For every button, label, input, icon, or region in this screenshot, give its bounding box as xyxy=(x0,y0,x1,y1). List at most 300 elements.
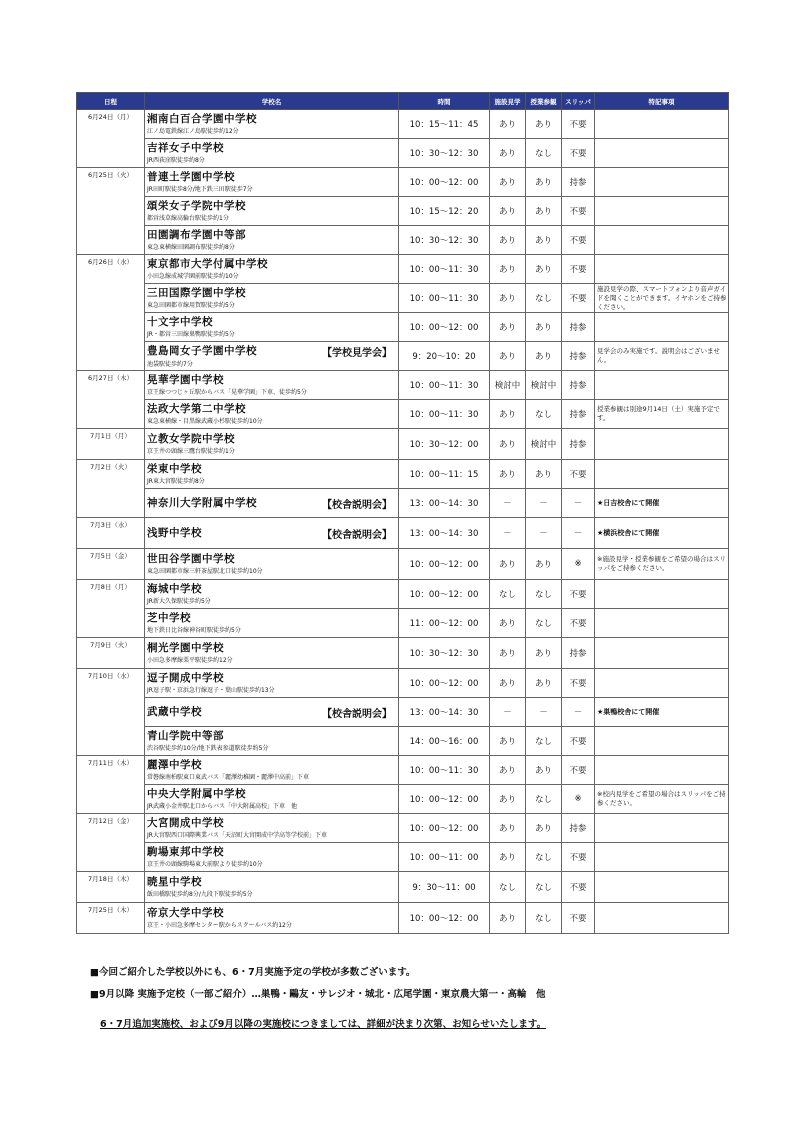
note-cell: ★日吉校舎にて開催 xyxy=(595,489,729,518)
note-cell xyxy=(595,110,729,139)
table-row xyxy=(77,518,729,549)
table-row xyxy=(77,460,729,489)
note-cell xyxy=(595,371,729,400)
school-name: 大宮開成中学校 xyxy=(147,816,224,829)
school-name: 三田国際学園中学校 xyxy=(147,286,246,299)
event-type-tag: 【校舎説明会】 xyxy=(322,529,392,541)
school-cell xyxy=(145,669,399,698)
school-name-row xyxy=(147,730,398,743)
school-name: 逗子開成中学校 xyxy=(147,671,224,684)
lesson-observation-cell: なし xyxy=(526,872,562,903)
time-cell: 10：00～12：00 xyxy=(399,580,490,609)
school-name-row xyxy=(147,876,398,889)
table-row xyxy=(77,698,729,727)
note-cell xyxy=(595,727,729,756)
facility-tour-cell: あり xyxy=(490,168,526,197)
time-cell: 10：15～11：45 xyxy=(399,110,490,139)
lesson-observation-cell: なし xyxy=(526,139,562,168)
date-cell: 7月5日（金） xyxy=(77,549,145,580)
lesson-observation-cell: あり xyxy=(526,638,562,669)
school-cell xyxy=(145,400,399,429)
school-name-row xyxy=(147,583,398,596)
school-name: 芝中学校 xyxy=(147,611,191,624)
school-name-row xyxy=(147,846,398,859)
school-cell xyxy=(145,785,399,814)
date-cell: 6月26日（水） xyxy=(77,255,145,371)
school-cell xyxy=(145,756,399,785)
facility-tour-cell: あり xyxy=(490,139,526,168)
slippers-cell: － xyxy=(562,489,595,518)
school-name: 十文字中学校 xyxy=(147,315,213,328)
school-name: 普連土学園中学校 xyxy=(147,170,235,183)
note-cell xyxy=(595,226,729,255)
school-name: 晃華学園中学校 xyxy=(147,373,224,386)
time-cell: 14：00～16：00 xyxy=(399,727,490,756)
school-cell xyxy=(145,698,399,727)
school-access: 京王井の頭線駒場東大前駅より徒歩約10分 xyxy=(147,860,263,868)
school-name-row xyxy=(147,433,398,446)
facility-tour-cell: あり xyxy=(490,785,526,814)
time-cell: 10：30～12：30 xyxy=(399,139,490,168)
lesson-observation-cell: － xyxy=(526,698,562,727)
slippers-cell: 不要 xyxy=(562,460,595,489)
schedule-sheet xyxy=(76,92,728,934)
facility-tour-cell: － xyxy=(490,698,526,727)
school-access: 東急田園都市線用賀駅徒歩約5分 xyxy=(147,301,235,309)
school-access: 小田急多摩線栗平駅徒歩約12分 xyxy=(147,656,233,664)
lesson-observation-cell: なし xyxy=(526,609,562,638)
time-cell: 10：00～12：00 xyxy=(399,549,490,580)
school-name: 栄東中学校 xyxy=(147,462,202,475)
lesson-observation-cell: なし xyxy=(526,843,562,872)
schedule-table xyxy=(76,92,729,934)
school-cell xyxy=(145,429,399,460)
time-cell: 13：00～14：30 xyxy=(399,518,490,549)
school-name-row xyxy=(147,403,398,416)
lesson-observation-cell: 検討中 xyxy=(526,371,562,400)
footer-line-2: ■9月以降 実施予定校（一部ご紹介）…巣鴨・鷗友・サレジオ・城北・広尾学園・東京農大第一・高輪 他 xyxy=(90,989,546,1000)
facility-tour-cell: あり xyxy=(490,110,526,139)
time-cell: 10：00～11：00 xyxy=(399,843,490,872)
slippers-cell: 不要 xyxy=(562,110,595,139)
table-header-row xyxy=(77,93,729,110)
lesson-observation-cell: あり xyxy=(526,197,562,226)
lesson-observation-cell: あり xyxy=(526,168,562,197)
school-name: 桐光学園中学校 xyxy=(147,641,224,654)
school-name: 東京都市大学付属中学校 xyxy=(147,257,268,270)
lesson-observation-cell: － xyxy=(526,489,562,518)
school-name: 暁星中学校 xyxy=(147,875,202,888)
table-row xyxy=(77,785,729,814)
facility-tour-cell: あり xyxy=(490,638,526,669)
note-cell xyxy=(595,197,729,226)
table-row xyxy=(77,110,729,139)
school-cell xyxy=(145,139,399,168)
note-cell: 施設見学の際、スマートフォンより音声ガイドを聞くことができます。イヤホンをご持参ください。 xyxy=(595,284,729,313)
school-name-row xyxy=(147,287,398,300)
slippers-cell: 持参 xyxy=(562,429,595,460)
school-name: 法政大学第二中学校 xyxy=(147,402,246,415)
school-name: 立教女学院中学校 xyxy=(147,432,235,445)
table-row xyxy=(77,756,729,785)
school-access: JR武蔵小金井駅北口からバス「中大附属高校」下車 他 xyxy=(147,802,297,810)
note-cell xyxy=(595,638,729,669)
school-cell xyxy=(145,226,399,255)
note-cell: 授業参観は別途9月14日（土）実施予定です。 xyxy=(595,400,729,429)
school-cell xyxy=(145,255,399,284)
slippers-cell: 不要 xyxy=(562,903,595,934)
school-name: 世田谷学園中学校 xyxy=(147,552,235,565)
slippers-cell: 持参 xyxy=(562,400,595,429)
school-name: 麗澤中学校 xyxy=(147,758,202,771)
slippers-cell: ※ xyxy=(562,785,595,814)
lesson-observation-cell: あり xyxy=(526,669,562,698)
date-cell: 7月18日（木） xyxy=(77,872,145,903)
time-cell: 10：00～11：30 xyxy=(399,756,490,785)
event-type-tag: 【校舎説明会】 xyxy=(322,708,392,720)
header-slippers: スリッパ xyxy=(562,93,595,110)
school-access: 池袋駅徒歩約7分 xyxy=(147,360,193,368)
school-access: 東急東横線・目黒線武蔵小杉駅徒歩約10分 xyxy=(147,417,263,425)
school-name-row xyxy=(147,200,398,213)
school-name-row xyxy=(147,672,398,685)
note-cell xyxy=(595,872,729,903)
time-cell: 10：15～12：20 xyxy=(399,197,490,226)
facility-tour-cell: あり xyxy=(490,429,526,460)
slippers-cell: 不要 xyxy=(562,727,595,756)
school-access: 京王・小田急多摩センター駅からスクールバス約12分 xyxy=(147,921,292,929)
school-name-row xyxy=(147,463,398,476)
school-cell xyxy=(145,110,399,139)
school-access: 小田急線成城学園前駅徒歩約10分 xyxy=(147,272,239,280)
school-cell xyxy=(145,371,399,400)
school-cell xyxy=(145,168,399,197)
facility-tour-cell: あり xyxy=(490,460,526,489)
school-access: 常磐線南柏駅東口東武バス「麗澤幼稚園・麗澤中高前」下車 xyxy=(147,773,310,781)
slippers-cell: 持参 xyxy=(562,814,595,843)
time-cell: 10：00～12：00 xyxy=(399,903,490,934)
school-cell xyxy=(145,814,399,843)
school-name-row xyxy=(147,705,398,720)
table-row xyxy=(77,139,729,168)
date-cell: 6月24日（月） xyxy=(77,110,145,168)
facility-tour-cell: あり xyxy=(490,669,526,698)
table-row xyxy=(77,284,729,313)
lesson-observation-cell: あり xyxy=(526,255,562,284)
school-cell xyxy=(145,197,399,226)
school-cell xyxy=(145,872,399,903)
time-cell: 10：00～11：30 xyxy=(399,255,490,284)
school-name-row xyxy=(147,553,398,566)
time-cell: 10：00～12：00 xyxy=(399,168,490,197)
slippers-cell: － xyxy=(562,698,595,727)
school-cell xyxy=(145,342,399,371)
school-access: 京王線つつじヶ丘駅からバス「晃華学園」下車、徒歩約5分 xyxy=(147,388,307,396)
table-row xyxy=(77,371,729,400)
slippers-cell: 不要 xyxy=(562,843,595,872)
note-cell: 見学会のみ実施です。説明会はございません。 xyxy=(595,342,729,371)
table-row xyxy=(77,549,729,580)
date-cell: 7月12日（金） xyxy=(77,814,145,872)
note-cell: ★巣鴨校舎にて開催 xyxy=(595,698,729,727)
slippers-cell: ※ xyxy=(562,549,595,580)
table-row xyxy=(77,429,729,460)
header-school: 学校名 xyxy=(145,93,399,110)
lesson-observation-cell: なし xyxy=(526,284,562,313)
facility-tour-cell: － xyxy=(490,489,526,518)
header-time: 時間 xyxy=(399,93,490,110)
slippers-cell: 不要 xyxy=(562,756,595,785)
school-access: 都営浅草線高輪台駅徒歩約1分 xyxy=(147,214,229,222)
school-access: 東急田園都市線三軒茶屋駅北口徒歩約10分 xyxy=(147,567,263,575)
school-name: 中央大学附属中学校 xyxy=(147,787,246,800)
note-cell xyxy=(595,313,729,342)
table-row xyxy=(77,872,729,903)
lesson-observation-cell: なし xyxy=(526,580,562,609)
lesson-observation-cell: あり xyxy=(526,342,562,371)
slippers-cell: 持参 xyxy=(562,168,595,197)
school-name-row xyxy=(147,526,398,541)
table-body xyxy=(77,110,729,934)
school-cell xyxy=(145,609,399,638)
lesson-observation-cell: なし xyxy=(526,727,562,756)
time-cell: 11：00～12：00 xyxy=(399,609,490,638)
table-row xyxy=(77,814,729,843)
slippers-cell: 持参 xyxy=(562,313,595,342)
school-cell xyxy=(145,518,399,549)
school-name: 帝京大学中学校 xyxy=(147,906,224,919)
lesson-observation-cell: あり xyxy=(526,110,562,139)
note-cell xyxy=(595,580,729,609)
school-access: JR・都営三田線巣鴨駅徒歩約5分 xyxy=(147,330,235,338)
school-name-row xyxy=(147,642,398,655)
slippers-cell: 不要 xyxy=(562,139,595,168)
school-cell xyxy=(145,549,399,580)
facility-tour-cell: なし xyxy=(490,580,526,609)
table-row xyxy=(77,255,729,284)
lesson-observation-cell: あり xyxy=(526,226,562,255)
school-name: 湘南白百合学園中学校 xyxy=(147,112,257,125)
note-cell: ※校内見学をご希望の場合はスリッパをご持参ください。 xyxy=(595,785,729,814)
note-cell xyxy=(595,460,729,489)
school-name-row xyxy=(147,612,398,625)
school-name-row xyxy=(147,113,398,126)
school-name-row xyxy=(147,374,398,387)
table-row xyxy=(77,197,729,226)
school-cell xyxy=(145,460,399,489)
header-date: 日程 xyxy=(77,93,145,110)
school-name-row xyxy=(147,344,398,359)
school-cell xyxy=(145,843,399,872)
school-name: 神奈川大学附属中学校 xyxy=(147,496,257,509)
slippers-cell: 不要 xyxy=(562,609,595,638)
lesson-observation-cell: あり xyxy=(526,460,562,489)
school-name-row xyxy=(147,759,398,772)
header-notes: 特記事項 xyxy=(595,93,729,110)
table-row xyxy=(77,727,729,756)
facility-tour-cell: あり xyxy=(490,727,526,756)
lesson-observation-cell: なし xyxy=(526,785,562,814)
facility-tour-cell: なし xyxy=(490,872,526,903)
date-cell: 7月8日（月） xyxy=(77,580,145,638)
slippers-cell: 不要 xyxy=(562,669,595,698)
facility-tour-cell: あり xyxy=(490,549,526,580)
school-name: 武蔵中学校 xyxy=(147,705,202,718)
facility-tour-cell: － xyxy=(490,518,526,549)
slippers-cell: 不要 xyxy=(562,226,595,255)
lesson-observation-cell: なし xyxy=(526,903,562,934)
table-row xyxy=(77,669,729,698)
note-cell: ★横浜校舎にて開催 xyxy=(595,518,729,549)
time-cell: 10：00～12：00 xyxy=(399,669,490,698)
school-name: 青山学院中等部 xyxy=(147,729,224,742)
date-cell: 7月25日（木） xyxy=(77,903,145,934)
facility-tour-cell: あり xyxy=(490,814,526,843)
time-cell: 9：20～10：20 xyxy=(399,342,490,371)
lesson-observation-cell: あり xyxy=(526,814,562,843)
table-row xyxy=(77,400,729,429)
school-cell xyxy=(145,903,399,934)
time-cell: 13：00～14：30 xyxy=(399,489,490,518)
school-access: 東急東横線田園調布駅徒歩約8分 xyxy=(147,243,235,251)
note-cell xyxy=(595,168,729,197)
school-access: JR西荻窪駅徒歩約8分 xyxy=(147,156,205,164)
footer-line-3: 6・7月追加実施校、および9月以降の実施校につきましては、詳細が決まり次第、お知らせいたします。 xyxy=(100,1019,547,1030)
lesson-observation-cell: 検討中 xyxy=(526,429,562,460)
footer-notes xyxy=(90,962,730,1006)
school-name: 豊島岡女子学園中学校 xyxy=(147,344,257,357)
time-cell: 10：00～12：00 xyxy=(399,785,490,814)
school-cell xyxy=(145,313,399,342)
note-cell: ※施設見学・授業参観をご希望の場合はスリッパをご持参ください。 xyxy=(595,549,729,580)
facility-tour-cell: あり xyxy=(490,226,526,255)
time-cell: 10：00～11：15 xyxy=(399,460,490,489)
date-cell: 7月10日（水） xyxy=(77,669,145,756)
note-cell xyxy=(595,903,729,934)
date-cell: 7月11日（木） xyxy=(77,756,145,814)
school-access: 京王井の頭線三鷹台駅徒歩約1分 xyxy=(147,447,235,455)
note-cell xyxy=(595,609,729,638)
facility-tour-cell: あり xyxy=(490,756,526,785)
slippers-cell: 不要 xyxy=(562,197,595,226)
school-cell xyxy=(145,580,399,609)
time-cell: 13：00～14：30 xyxy=(399,698,490,727)
time-cell: 10：00～12：00 xyxy=(399,814,490,843)
table-row xyxy=(77,313,729,342)
school-name: 田園調布学園中等部 xyxy=(147,228,246,241)
table-row xyxy=(77,342,729,371)
facility-tour-cell: あり xyxy=(490,313,526,342)
table-row xyxy=(77,843,729,872)
date-cell: 7月9日（火） xyxy=(77,638,145,669)
slippers-cell: － xyxy=(562,518,595,549)
table-row xyxy=(77,489,729,518)
facility-tour-cell: あり xyxy=(490,400,526,429)
school-access: JR逗子駅・京浜急行線逗子・葉山駅徒歩約13分 xyxy=(147,686,275,694)
school-access: JR新大久保駅徒歩約5分 xyxy=(147,597,211,605)
lesson-observation-cell: あり xyxy=(526,313,562,342)
time-cell: 10：30～12：00 xyxy=(399,429,490,460)
time-cell: 10：00～11：30 xyxy=(399,284,490,313)
time-cell: 10：00～11：30 xyxy=(399,371,490,400)
school-name-row xyxy=(147,496,398,511)
school-name-row xyxy=(147,316,398,329)
lesson-observation-cell: あり xyxy=(526,549,562,580)
slippers-cell: 持参 xyxy=(562,638,595,669)
school-name: 吉祥女子中学校 xyxy=(147,141,224,154)
note-cell xyxy=(595,843,729,872)
school-cell xyxy=(145,284,399,313)
facility-tour-cell: 検討中 xyxy=(490,371,526,400)
facility-tour-cell: あり xyxy=(490,284,526,313)
event-type-tag: 【校舎説明会】 xyxy=(322,499,392,511)
school-cell xyxy=(145,489,399,518)
footer-line-1: ■今回ご紹介した学校以外にも、6・7月実施予定の学校が多数ございます。 xyxy=(90,967,416,978)
school-access: 江ノ島電鉄線江ノ島駅徒歩約12分 xyxy=(147,127,239,135)
school-access: 地下鉄日比谷線神谷町駅徒歩約5分 xyxy=(147,626,241,634)
date-cell: 7月3日（水） xyxy=(77,518,145,549)
slippers-cell: 不要 xyxy=(562,872,595,903)
event-type-tag: 【学校見学会】 xyxy=(322,347,392,359)
facility-tour-cell: あり xyxy=(490,197,526,226)
facility-tour-cell: あり xyxy=(490,843,526,872)
note-cell xyxy=(595,429,729,460)
time-cell: 10：00～12：00 xyxy=(399,313,490,342)
time-cell: 10：00～11：30 xyxy=(399,400,490,429)
lesson-observation-cell: － xyxy=(526,518,562,549)
school-name: 海城中学校 xyxy=(147,582,202,595)
date-cell: 7月2日（火） xyxy=(77,460,145,518)
school-name-row xyxy=(147,258,398,271)
school-access: JR田町駅徒歩8分/地下鉄三田駅徒歩7分 xyxy=(147,185,253,193)
slippers-cell: 持参 xyxy=(562,342,595,371)
note-cell xyxy=(595,756,729,785)
school-name-row xyxy=(147,817,398,830)
table-row xyxy=(77,580,729,609)
table-row xyxy=(77,609,729,638)
date-cell: 6月25日（火） xyxy=(77,168,145,255)
slippers-cell: 不要 xyxy=(562,255,595,284)
school-name: 頌栄女子学院中学校 xyxy=(147,199,246,212)
facility-tour-cell: あり xyxy=(490,609,526,638)
lesson-observation-cell: なし xyxy=(526,400,562,429)
note-cell xyxy=(595,814,729,843)
facility-tour-cell: あり xyxy=(490,903,526,934)
time-cell: 9：30～11：00 xyxy=(399,872,490,903)
time-cell: 10：30～12：30 xyxy=(399,638,490,669)
table-row xyxy=(77,903,729,934)
note-cell xyxy=(595,255,729,284)
date-cell: 7月1日（月） xyxy=(77,429,145,460)
school-name-row xyxy=(147,229,398,242)
school-access: JR大宮駅西口国際興業バス「天沼町大宮開成中学高等学校前」下車 xyxy=(147,831,327,839)
slippers-cell: 不要 xyxy=(562,580,595,609)
school-name: 浅野中学校 xyxy=(147,526,202,539)
slippers-cell: 持参 xyxy=(562,371,595,400)
header-facility: 施設見学 xyxy=(490,93,526,110)
facility-tour-cell: あり xyxy=(490,255,526,284)
time-cell: 10：30～12：30 xyxy=(399,226,490,255)
school-cell xyxy=(145,727,399,756)
header-lesson: 授業参観 xyxy=(526,93,562,110)
note-cell xyxy=(595,139,729,168)
table-row xyxy=(77,168,729,197)
school-access: 渋谷駅徒歩約10分/地下鉄表参道駅徒歩約5分 xyxy=(147,744,269,752)
slippers-cell: 不要 xyxy=(562,284,595,313)
lesson-observation-cell: あり xyxy=(526,756,562,785)
school-name-row xyxy=(147,171,398,184)
table-row xyxy=(77,638,729,669)
